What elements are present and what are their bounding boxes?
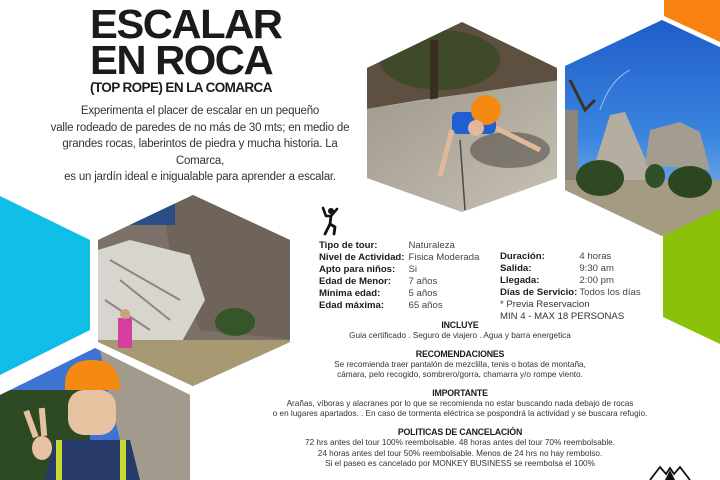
section-heading: IMPORTANTE xyxy=(432,387,488,398)
title-subtitle: (TOP ROPE) EN LA COMARCA xyxy=(90,80,272,95)
detail-label: Duración: xyxy=(500,251,545,262)
intro-line: Experimenta el placer de escalar en un pequeño xyxy=(80,105,320,117)
section-text: Guia certificado . Seguro de viajero . Agua y barra energetica xyxy=(349,331,571,340)
mountain-logo-icon xyxy=(646,462,694,480)
section-text: Arañas, víboras y alacranes por lo que se recomienda no estar buscando nada debajo de rocas xyxy=(286,398,634,408)
detail-row xyxy=(319,252,479,264)
detail-value: 65 años xyxy=(408,300,443,311)
intro-line: grandes rocas, laberintos de piedra y mucha historia. La Comarca, xyxy=(62,138,338,167)
section-text: Se recomienda traer pantalón de mezclilla, tenis o botas de montaña, xyxy=(334,359,586,369)
boulder-with-climber-photo xyxy=(95,190,295,390)
section-cancellation-policy xyxy=(290,427,630,470)
detail-row xyxy=(319,300,479,312)
detail-row xyxy=(319,264,479,276)
tour-details-left xyxy=(319,240,479,312)
detail-value: 7 años xyxy=(408,276,438,287)
section-recommendations xyxy=(290,349,630,381)
detail-value: 5 años xyxy=(408,288,438,299)
detail-label: Edad de Menor: xyxy=(319,276,391,287)
detail-value: 2:00 pm xyxy=(579,275,614,286)
reservation-note: * Previa Reservacion xyxy=(500,299,590,310)
section-text: Si el paseo es cancelado por MONKEY BUSINESS se reembolsa el 100% xyxy=(325,459,595,469)
section-heading: INCLUYE xyxy=(441,320,479,330)
detail-row xyxy=(500,251,641,263)
section-heading: RECOMENDACIONES xyxy=(415,348,505,359)
cyan-hexagon xyxy=(0,196,90,375)
page-title xyxy=(90,1,290,96)
info-sections xyxy=(272,320,648,477)
section-text: 72 hrs antes del tour 100% reembolsable. 48 horas antes del tour 70% reembolsable. xyxy=(305,437,615,447)
detail-label: Llegada: xyxy=(500,275,540,286)
detail-value: Todos los días xyxy=(579,287,641,298)
detail-value: Si xyxy=(408,264,418,275)
group-size-note: MIN 4 - MAX 18 PERSONAS xyxy=(500,311,625,322)
section-includes xyxy=(290,320,630,342)
detail-row xyxy=(500,275,641,287)
detail-value: Naturaleza xyxy=(408,240,455,251)
detail-row xyxy=(500,287,641,299)
detail-label: Nivel de Actividad: xyxy=(319,252,405,263)
intro-line: valle rodeado de paredes de no más de 30 mts; en medio de xyxy=(50,121,350,134)
schedule-table xyxy=(500,251,641,299)
detail-value: Fisica Moderada xyxy=(408,252,480,263)
title-line-1: ESCALAR xyxy=(90,1,282,47)
detail-value: 9:30 am xyxy=(579,263,614,274)
detail-label: Apto para niños: xyxy=(319,264,396,275)
detail-label: Salida: xyxy=(500,263,532,274)
section-text: 24 horas antes del tour 50% reembolsable. Menos de 24 hrs no hay rembolso. xyxy=(317,448,603,458)
tour-details-right xyxy=(500,251,641,323)
detail-row xyxy=(500,263,641,275)
detail-value: 4 horas xyxy=(579,251,612,262)
section-heading: POLITICAS DE CANCELACIÓN xyxy=(397,426,523,437)
intro-paragraph xyxy=(40,103,360,186)
detail-label: Tipo de tour: xyxy=(319,240,378,251)
intro-line: es un jardín ideal e inigualable para aprender a escalar. xyxy=(64,171,336,183)
section-text: o en lugares apartados. . En caso de tormenta eléctrica se pospondrá la actividad y se buscara refugio. xyxy=(272,409,648,419)
rock-formations-blue-sky-photo xyxy=(560,18,720,240)
section-text: cámara, pelo recogido, sombrero/gorra, chamarra y/o rompe viento. xyxy=(337,370,583,380)
detail-row xyxy=(319,288,479,300)
title-line-2: EN ROCA xyxy=(90,37,273,83)
detail-row xyxy=(319,276,479,288)
detail-label: Mínima edad: xyxy=(319,288,381,299)
detail-label: Días de Servicio: xyxy=(500,287,578,298)
climber-icon xyxy=(320,206,342,236)
detail-row xyxy=(319,240,479,252)
section-important xyxy=(260,388,660,420)
child-climbing-rock-photo xyxy=(360,20,560,220)
detail-label: Edad máxima: xyxy=(319,300,385,311)
